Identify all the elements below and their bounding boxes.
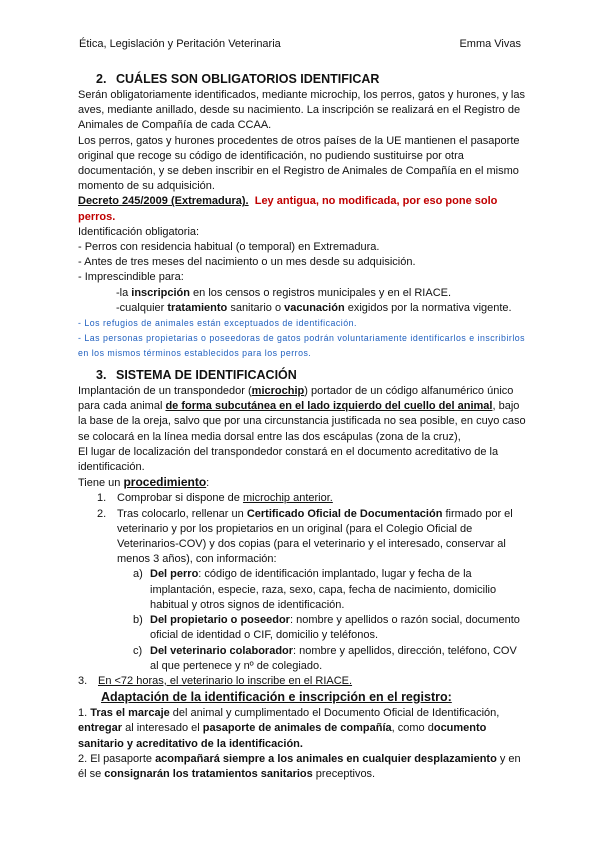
text: en los censos o registros municipales y en el RIACE.	[189, 286, 452, 299]
item-letter: a)	[133, 568, 143, 581]
header-course-title: Ética, Legislación y Peritación Veterinaria	[79, 38, 281, 50]
text: , bajo la base de la oreja, salvo que por una circunstancia justificada no sea posible, en cuyo caso se colocará en la línea media dorsal entre las dos escápulas (zona de la cruz),	[78, 400, 526, 443]
text: firmado por el veterinario y por los propietarios en un original (para el Colegio Oficial de Veterinarios-COV) y dos copias (para el veterinario y el interesado, conservar al menos 3 años), con información:	[117, 507, 513, 566]
decreto-note: Ley antigua, no modificada, por eso pone solo perros.	[78, 195, 498, 223]
text-bold: acompañará siempre a los animales en cualquier desplazamiento	[155, 752, 497, 765]
section-2-heading	[78, 70, 526, 88]
text-bold: Del perro	[150, 568, 199, 581]
text-bold: vacunación	[284, 301, 345, 314]
step-number: 3.	[78, 674, 88, 687]
text: En <72 horas, el veterinario lo inscribe en el RIACE.	[98, 674, 353, 687]
text-bold: Certificado Oficial de Documentación	[246, 507, 443, 520]
text: sanitario o	[227, 301, 285, 314]
procedure-step-1	[78, 491, 526, 506]
text: Tiene un	[78, 477, 124, 490]
text: -la	[116, 286, 132, 299]
identification-title: Identificación obligatoria:	[78, 225, 200, 238]
note-gatos: - Las personas propietarias o poseedoras de gatos podrán voluntariamente identificarlos e inscribirlos en los mismos términos establecidos para los perros.	[78, 333, 526, 359]
text: Tras colocarlo, rellenar un	[117, 507, 247, 520]
text: 1.	[78, 707, 91, 720]
text: :	[206, 477, 210, 490]
step-number: 1.	[97, 492, 107, 505]
section-3-heading	[78, 366, 526, 384]
text: , como d	[391, 722, 434, 735]
text-bold: Del propietario o poseedor	[150, 614, 290, 627]
section-2-paragraph-1: Serán obligatoriamente identificados, mediante microchip, los perros, gatos y hurones, y las aves, mediante anillado, desde su nacimiento. La inscripción se realizará en el Registro de Animales de Compañía de cada CCAA.	[78, 89, 525, 132]
text: preceptivos.	[312, 767, 376, 780]
text-bold: ocumento sanitario y acreditativo de la identificación.	[78, 722, 487, 750]
adaptation-item-2	[78, 752, 526, 782]
text: ) portador de un código alfanumérico único para cada animal	[78, 385, 514, 413]
text-bold: microchip	[251, 385, 305, 398]
text-bold: tratamiento	[167, 301, 228, 314]
procedure-intro	[78, 475, 526, 491]
text: -cualquier	[116, 301, 168, 314]
step-number: 2.	[97, 507, 107, 520]
section-3-paragraph-2: El lugar de localización del transpondedor constará en el documento acreditativo de la identificación.	[78, 445, 499, 474]
text-bold: entregar	[78, 722, 123, 735]
note-refugios: - Los refugios de animales están exceptuados de identificación.	[78, 318, 357, 329]
text-bold: Del veterinario colaborador	[150, 644, 294, 657]
text: 2. El pasaporte	[78, 752, 156, 765]
text-bold: inscripción	[131, 286, 190, 299]
text-bold: procedimiento	[123, 475, 207, 490]
text: del animal y cumplimentado el Documento Oficial de Identificación,	[169, 707, 500, 720]
list-item: - Perros con residencia habitual (o temporal) en Extremadura.	[78, 241, 380, 254]
text-bold: pasaporte de animales de compañía	[202, 722, 392, 735]
section-2-title: CUÁLES SON OBLIGATORIOS IDENTIFICAR	[116, 72, 380, 86]
text: Implantación de un transpondedor (	[78, 385, 252, 398]
text: al interesado el	[122, 722, 203, 735]
item-letter: c)	[133, 644, 143, 657]
text-bold: consignarán los tratamientos sanitarios	[104, 767, 313, 780]
section-2-number: 2.	[96, 72, 107, 86]
sub-item-inscripcion	[78, 286, 526, 301]
adaptation-heading: Adaptación de la identificación e inscripción en el registro:	[101, 690, 452, 705]
text: exigidos por la normativa vigente.	[344, 301, 512, 314]
page-header	[79, 37, 521, 53]
text: : nombre y apellidos, dirección, teléfono, COV al que pertenece y nº de colegiado.	[150, 644, 517, 672]
info-item-propietario	[78, 613, 526, 643]
section-3-number: 3.	[96, 368, 107, 383]
text: Comprobar si dispone de	[117, 492, 243, 505]
list-item: - Antes de tres meses del nacimiento o un mes desde su adquisición.	[78, 256, 416, 269]
procedure-step-2	[78, 507, 526, 568]
decreto-reference: Decreto 245/2009 (Extremadura).	[78, 195, 249, 208]
section-3-paragraph-1	[78, 384, 526, 445]
text-bold: Tras el marcaje	[90, 707, 170, 720]
info-item-perro	[78, 567, 526, 613]
section-3-title: SISTEMA DE IDENTIFICACIÓN	[116, 368, 297, 383]
adaptation-item-1	[78, 706, 526, 752]
document-body	[78, 70, 526, 782]
info-item-veterinario	[78, 644, 526, 674]
header-author: Emma Vivas	[459, 38, 521, 50]
text: : código de identificación implantado, lugar y fecha de la implantación, especie, raza, sexo, capa, fecha de nacimiento, domicilio habitual y otros signos de identificación.	[150, 568, 497, 611]
item-letter: b)	[133, 614, 143, 627]
list-item: - Imprescindible para:	[78, 271, 184, 284]
decreto-line	[78, 194, 526, 224]
text: microchip anterior.	[242, 492, 333, 505]
procedure-step-3	[78, 674, 526, 689]
section-2-paragraph-2: Los perros, gatos y hurones procedentes de otros países de la UE mantienen el pasaporte original que recoge su código de identificación, no pudiendo sustituirse por otra documentación, y se deben inscribir en el Registro de Animales de Compañía en el mismo momento de su adquisición.	[78, 134, 520, 193]
text: : nombre y apellidos o razón social, documento oficial de identidad o CIF, domicilio y teléfonos.	[150, 614, 520, 642]
text-bold: de forma subcutánea en el lado izquierdo del cuello del animal	[165, 400, 493, 413]
sub-item-tratamiento	[78, 301, 526, 316]
text: y en él se	[78, 752, 521, 780]
